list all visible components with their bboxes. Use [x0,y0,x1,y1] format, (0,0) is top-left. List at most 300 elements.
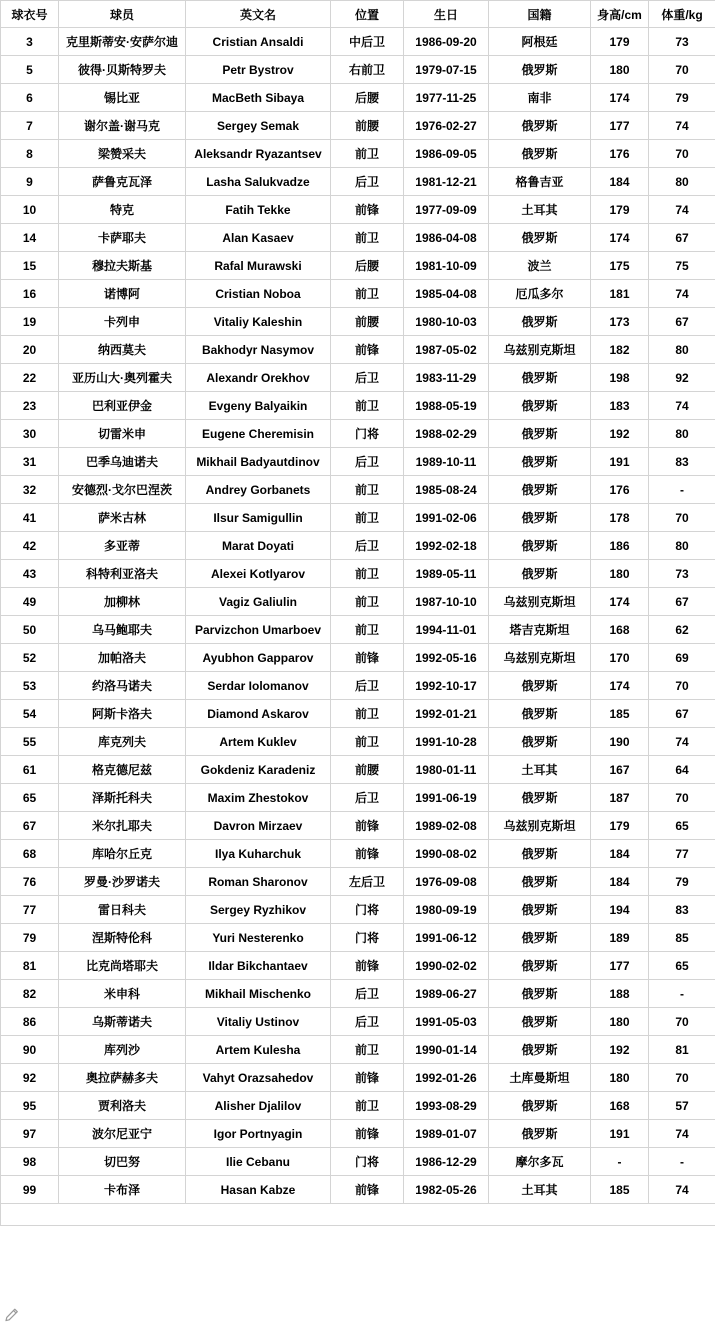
table-cell: 1990-01-14 [404,1036,489,1064]
table-cell: 格克德尼兹 [59,756,186,784]
table-cell: 1990-02-02 [404,952,489,980]
table-cell: 23 [1,392,59,420]
table-cell: 切巴努 [59,1148,186,1176]
table-cell: Vagiz Galiulin [186,588,331,616]
table-cell: 萨米古林 [59,504,186,532]
table-cell: 中后卫 [331,28,404,56]
table-cell: Vahyt Orazsahedov [186,1064,331,1092]
table-cell: 1985-08-24 [404,476,489,504]
table-row [1,588,715,616]
table-cell: 萨鲁克瓦泽 [59,168,186,196]
table-cell: 俄罗斯 [489,476,591,504]
table-cell: Yuri Nesterenko [186,924,331,952]
table-cell: 31 [1,448,59,476]
table-cell: 克里斯蒂安·安萨尔迪 [59,28,186,56]
table-cell: 180 [591,1064,649,1092]
table-cell: - [649,980,715,1008]
table-cell: 77 [1,896,59,924]
table-cell: 土耳其 [489,196,591,224]
table-cell: 前卫 [331,560,404,588]
table-cell: 前腰 [331,756,404,784]
table-cell: 75 [649,252,715,280]
table-cell: 168 [591,1092,649,1120]
table-cell: 179 [591,28,649,56]
table-cell: 库克列夫 [59,728,186,756]
table-cell: 后卫 [331,448,404,476]
table-cell: 后卫 [331,364,404,392]
table-cell: 73 [649,28,715,56]
table-cell: 加柳林 [59,588,186,616]
table-cell: 174 [591,672,649,700]
table-cell: 98 [1,1148,59,1176]
table-cell: 前腰 [331,112,404,140]
table-cell: 70 [649,504,715,532]
column-header: 生日 [404,1,489,28]
table-cell: 54 [1,700,59,728]
column-header: 球员 [59,1,186,28]
table-cell: 1988-02-29 [404,420,489,448]
table-cell: 前锋 [331,952,404,980]
table-cell: Ildar Bikchantaev [186,952,331,980]
table-cell: 192 [591,1036,649,1064]
table-cell: 79 [649,868,715,896]
table-cell: 后腰 [331,84,404,112]
table-cell: 1986-04-08 [404,224,489,252]
table-cell: 门将 [331,924,404,952]
table-cell: 巴利亚伊金 [59,392,186,420]
table-cell: 1992-01-26 [404,1064,489,1092]
table-row [1,420,715,448]
table-cell: 前腰 [331,308,404,336]
table-cell: 1989-02-08 [404,812,489,840]
table-cell: 卡列申 [59,308,186,336]
table-cell: Cristian Ansaldi [186,28,331,56]
table-row [1,980,715,1008]
table-cell: 加帕洛夫 [59,644,186,672]
table-cell: 65 [1,784,59,812]
table-cell: Sergey Semak [186,112,331,140]
table-row [1,56,715,84]
table-cell: 俄罗斯 [489,1008,591,1036]
table-cell: 彼得·贝斯特罗夫 [59,56,186,84]
table-cell: 32 [1,476,59,504]
table-cell: 86 [1,1008,59,1036]
table-cell: 64 [649,756,715,784]
table-cell: 81 [1,952,59,980]
table-cell: 俄罗斯 [489,700,591,728]
table-cell: 诺博阿 [59,280,186,308]
table-cell: 50 [1,616,59,644]
table-cell: 16 [1,280,59,308]
table-row [1,280,715,308]
table-cell: 俄罗斯 [489,784,591,812]
table-cell: 后卫 [331,980,404,1008]
table-cell: 贾利洛夫 [59,1092,186,1120]
table-cell: 15 [1,252,59,280]
table-cell: 95 [1,1092,59,1120]
table-cell: 罗曼·沙罗诺夫 [59,868,186,896]
table-cell: 乌兹别克斯坦 [489,644,591,672]
table-cell: 14 [1,224,59,252]
table-cell: 前锋 [331,1176,404,1204]
table-cell: 70 [649,784,715,812]
table-header-row [1,1,715,28]
table-cell: 184 [591,868,649,896]
table-row [1,672,715,700]
table-cell: Gokdeniz Karadeniz [186,756,331,784]
table-cell: 左后卫 [331,868,404,896]
table-cell: 门将 [331,420,404,448]
table-cell: 俄罗斯 [489,532,591,560]
table-cell: 俄罗斯 [489,1120,591,1148]
table-cell: 前锋 [331,1120,404,1148]
table-cell: MacBeth Sibaya [186,84,331,112]
table-cell: Evgeny Balyaikin [186,392,331,420]
table-cell: 1991-05-03 [404,1008,489,1036]
table-cell: 后卫 [331,168,404,196]
table-cell: 70 [649,140,715,168]
table-cell: 1988-05-19 [404,392,489,420]
table-cell: 74 [649,728,715,756]
table-row [1,336,715,364]
table-cell: 俄罗斯 [489,140,591,168]
pencil-icon[interactable] [4,1307,20,1323]
table-cell: 1983-11-29 [404,364,489,392]
table-cell: 特克 [59,196,186,224]
table-cell: 1980-10-03 [404,308,489,336]
table-cell: 80 [649,532,715,560]
table-cell: 74 [649,1120,715,1148]
table-cell: 76 [1,868,59,896]
table-cell: Rafal Murawski [186,252,331,280]
table-cell: 174 [591,588,649,616]
table-cell: 俄罗斯 [489,364,591,392]
table-cell: Vitaliy Kaleshin [186,308,331,336]
table-cell: 69 [649,644,715,672]
table-cell: 188 [591,980,649,1008]
table-cell: Alexei Kotlyarov [186,560,331,588]
table-cell: 前卫 [331,392,404,420]
table-cell: Andrey Gorbanets [186,476,331,504]
table-cell: 俄罗斯 [489,1092,591,1120]
table-cell: 奥拉萨赫多夫 [59,1064,186,1092]
table-cell: 土耳其 [489,756,591,784]
table-cell: Ilie Cebanu [186,1148,331,1176]
column-header: 身高/cm [591,1,649,28]
table-row [1,308,715,336]
table-cell: 米申科 [59,980,186,1008]
table-cell: 前卫 [331,1036,404,1064]
table-cell: 涅斯特伦科 [59,924,186,952]
table-cell: 180 [591,1008,649,1036]
table-cell: 库哈尔丘克 [59,840,186,868]
table-cell: 前卫 [331,504,404,532]
table-cell: 67 [649,224,715,252]
table-cell: 1992-05-16 [404,644,489,672]
table-cell: 67 [1,812,59,840]
table-cell: 土耳其 [489,1176,591,1204]
table-cell: 后卫 [331,532,404,560]
table-cell: 9 [1,168,59,196]
table-cell: 南非 [489,84,591,112]
table-cell: 前锋 [331,196,404,224]
table-cell: 6 [1,84,59,112]
table-cell: 1979-07-15 [404,56,489,84]
table-cell: 70 [649,1064,715,1092]
table-cell: 1981-12-21 [404,168,489,196]
table-cell: 前卫 [331,280,404,308]
table-cell: 1982-05-26 [404,1176,489,1204]
table-cell: 174 [591,84,649,112]
table-cell: 52 [1,644,59,672]
table-cell: 42 [1,532,59,560]
table-row [1,700,715,728]
table-cell: 3 [1,28,59,56]
table-cell: 74 [649,196,715,224]
table-cell: 厄瓜多尔 [489,280,591,308]
table-cell: Cristian Noboa [186,280,331,308]
table-cell: 62 [649,616,715,644]
table-row [1,1036,715,1064]
table-cell: 189 [591,924,649,952]
table-row [1,560,715,588]
table-cell: 俄罗斯 [489,728,591,756]
table-cell: 65 [649,812,715,840]
table-cell: 前卫 [331,1092,404,1120]
table-cell: 俄罗斯 [489,924,591,952]
table-cell: 67 [649,588,715,616]
table-cell: 1989-06-27 [404,980,489,1008]
table-cell: Bakhodyr Nasymov [186,336,331,364]
table-cell: 73 [649,560,715,588]
table-cell: 俄罗斯 [489,896,591,924]
table-cell: 1977-11-25 [404,84,489,112]
table-cell: 1989-05-11 [404,560,489,588]
column-header: 体重/kg [649,1,715,28]
table-cell: 阿根廷 [489,28,591,56]
table-cell: 1976-09-08 [404,868,489,896]
table-cell: 99 [1,1176,59,1204]
table-row [1,476,715,504]
table-cell: - [649,1148,715,1176]
table-cell: 7 [1,112,59,140]
table-cell: 43 [1,560,59,588]
table-cell: 182 [591,336,649,364]
table-row [1,1120,715,1148]
table-cell: 74 [649,392,715,420]
table-cell: 卡布泽 [59,1176,186,1204]
table-row [1,252,715,280]
table-cell: 塔吉克斯坦 [489,616,591,644]
table-cell: 俄罗斯 [489,308,591,336]
table-cell: 173 [591,308,649,336]
table-row [1,616,715,644]
table-cell: Lasha Salukvadze [186,168,331,196]
table-row [1,644,715,672]
table-cell: 1985-04-08 [404,280,489,308]
table-cell: Alexandr Orekhov [186,364,331,392]
table-cell: 70 [649,672,715,700]
table-cell: 191 [591,1120,649,1148]
table-cell: 俄罗斯 [489,224,591,252]
table-cell: 后卫 [331,672,404,700]
table-row [1,112,715,140]
table-cell: 74 [649,1176,715,1204]
table-cell: 194 [591,896,649,924]
table-cell: 92 [1,1064,59,1092]
table-cell: 1991-06-19 [404,784,489,812]
table-row [1,364,715,392]
table-row [1,1148,715,1176]
table-cell: 185 [591,700,649,728]
table-cell: 184 [591,840,649,868]
table-cell: 前卫 [331,728,404,756]
table-cell: 170 [591,644,649,672]
column-header: 位置 [331,1,404,28]
table-cell: 1994-11-01 [404,616,489,644]
table-cell: 22 [1,364,59,392]
table-row [1,504,715,532]
table-row [1,196,715,224]
table-cell: 亚历山大·奥列霍夫 [59,364,186,392]
table-cell: 前卫 [331,700,404,728]
table-cell: 前锋 [331,840,404,868]
table-cell: 安德烈·戈尔巴涅茨 [59,476,186,504]
table-cell: 68 [1,840,59,868]
table-cell: Fatih Tekke [186,196,331,224]
table-row [1,1008,715,1036]
column-header: 国籍 [489,1,591,28]
table-cell: 83 [649,896,715,924]
table-cell: 187 [591,784,649,812]
table-cell: 约洛马诺夫 [59,672,186,700]
table-cell: 锡比亚 [59,84,186,112]
table-cell: 前锋 [331,336,404,364]
table-cell: 55 [1,728,59,756]
table-cell: 前卫 [331,616,404,644]
table-cell: Artem Kulesha [186,1036,331,1064]
table-row [1,1064,715,1092]
table-cell: 167 [591,756,649,784]
table-row [1,392,715,420]
empty-cell [1,1204,715,1226]
table-cell: 1991-06-12 [404,924,489,952]
table-cell: 70 [649,56,715,84]
table-cell: Igor Portnyagin [186,1120,331,1148]
table-cell: 192 [591,420,649,448]
table-cell: 1977-09-09 [404,196,489,224]
table-cell: 俄罗斯 [489,56,591,84]
table-cell: 1986-09-20 [404,28,489,56]
table-cell: 乌马鲍耶夫 [59,616,186,644]
table-cell: 191 [591,448,649,476]
table-cell: 190 [591,728,649,756]
table-cell: 后卫 [331,1008,404,1036]
table-cell: 175 [591,252,649,280]
table-cell: Artem Kuklev [186,728,331,756]
table-cell: - [591,1148,649,1176]
table-cell: 80 [649,420,715,448]
table-cell: Hasan Kabze [186,1176,331,1204]
table-cell: 82 [1,980,59,1008]
table-cell: 前锋 [331,1064,404,1092]
table-cell: 后腰 [331,252,404,280]
table-cell: 巴季乌迪诺夫 [59,448,186,476]
table-cell: 168 [591,616,649,644]
table-cell: 穆拉夫斯基 [59,252,186,280]
table-row [1,448,715,476]
table-cell: Roman Sharonov [186,868,331,896]
table-cell: 前卫 [331,588,404,616]
table-cell: 8 [1,140,59,168]
table-cell: Maxim Zhestokov [186,784,331,812]
table-cell: 前卫 [331,476,404,504]
table-cell: 前锋 [331,644,404,672]
table-cell: 摩尔多瓦 [489,1148,591,1176]
table-cell: 178 [591,504,649,532]
table-cell: 1992-02-18 [404,532,489,560]
table-cell: 俄罗斯 [489,420,591,448]
table-row [1,532,715,560]
table-cell: Eugene Cheremisin [186,420,331,448]
table-cell: 1987-10-10 [404,588,489,616]
table-row [1,868,715,896]
table-cell: 183 [591,392,649,420]
table-cell: Ilya Kuharchuk [186,840,331,868]
table-cell: 92 [649,364,715,392]
table-cell: 俄罗斯 [489,980,591,1008]
table-row [1,952,715,980]
table-row [1,1092,715,1120]
table-cell: 前锋 [331,812,404,840]
table-cell: 1976-02-27 [404,112,489,140]
table-cell: 74 [649,280,715,308]
table-cell: 177 [591,952,649,980]
table-cell: 俄罗斯 [489,840,591,868]
table-cell: 俄罗斯 [489,672,591,700]
table-cell: 90 [1,1036,59,1064]
table-cell: 梁赞采夫 [59,140,186,168]
table-cell: 1980-01-11 [404,756,489,784]
table-cell: 10 [1,196,59,224]
table-cell: 176 [591,476,649,504]
empty-row [1,1204,715,1226]
table-row [1,84,715,112]
table-header [1,1,715,28]
table-cell: 1991-10-28 [404,728,489,756]
table-cell: 米尔扎耶夫 [59,812,186,840]
table-cell: 184 [591,168,649,196]
table-row [1,756,715,784]
table-cell: 19 [1,308,59,336]
table-cell: 泽斯托科夫 [59,784,186,812]
table-cell: 1990-08-02 [404,840,489,868]
table-cell: 前卫 [331,140,404,168]
table-cell: 乌兹别克斯坦 [489,812,591,840]
table-cell: 门将 [331,1148,404,1176]
table-cell: Davron Mirzaev [186,812,331,840]
table-cell: Vitaliy Ustinov [186,1008,331,1036]
column-header: 英文名 [186,1,331,28]
table-cell: 1986-09-05 [404,140,489,168]
table-cell: 176 [591,140,649,168]
table-cell: 1989-10-11 [404,448,489,476]
table-cell: 81 [649,1036,715,1064]
table-cell: 49 [1,588,59,616]
table-cell: 61 [1,756,59,784]
table-cell: 纳西莫夫 [59,336,186,364]
table-cell: 80 [649,168,715,196]
